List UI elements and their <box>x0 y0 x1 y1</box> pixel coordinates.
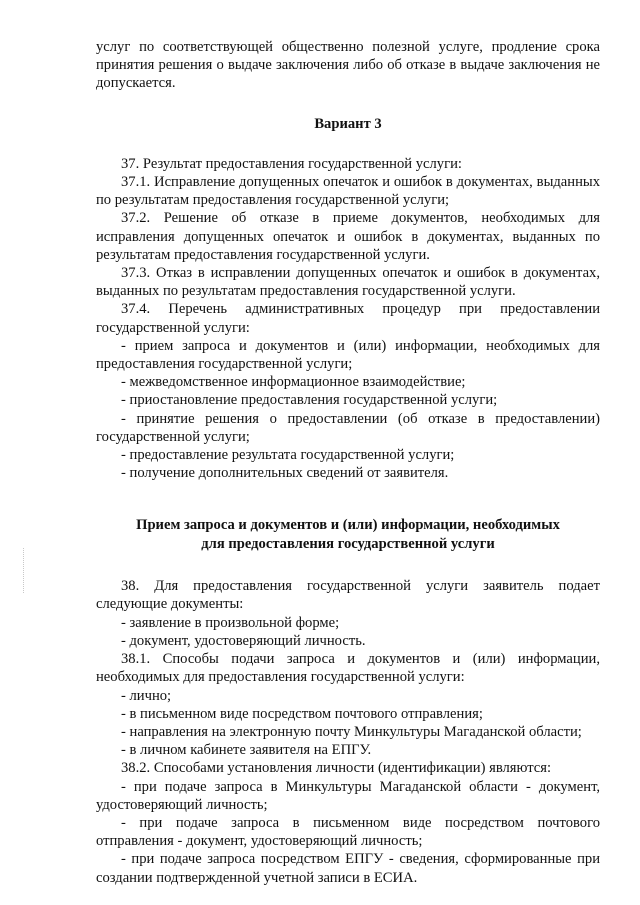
margin-scan-mark <box>23 548 25 593</box>
list-item: - межведомственное информационное взаимодействие; <box>121 374 466 391</box>
paragraph-37: 37. Результат предоставления государственной услуги: <box>121 155 462 172</box>
paragraph-37-4: 37.4. Перечень административных процедур при предоставлении государственной услуги: <box>96 301 600 336</box>
variant-heading: Вариант 3 <box>314 115 382 132</box>
list-item: - в личном кабинете заявителя на ЕПГУ. <box>121 742 372 759</box>
list-item: - предоставление результата государственной услуги; <box>121 447 455 464</box>
top-paragraph: услуг по соответствующей общественно полезной услуге, продление срока принятия решения о выдаче заключения либо об отказе в выдаче заключения не допускается. <box>96 39 600 92</box>
list-item: - при подаче запроса в письменном виде посредством почтового отправления - документ, удостоверяющий личность; <box>96 814 600 850</box>
section-heading-line-2: для предоставления государственной услуги <box>201 535 495 552</box>
paragraph-37-3: 37.3. Отказ в исправлении допущенных опечаток и ошибок в документах, выданных по результатам предоставления государственной услуги. <box>96 265 600 300</box>
list-item: - прием запроса и документов и (или) информации, необходимых для предоставления государственной услуги; <box>96 337 600 373</box>
list-item: - заявление в произвольной форме; <box>121 614 340 631</box>
list-item: - направления на электронную почту Минкультуры Магаданской области; <box>121 723 582 740</box>
list-item: - при подаче запроса в Минкультуры Магаданской области - документ, удостоверяющий личность; <box>96 778 600 813</box>
paragraph-38-1: 38.1. Способы подачи запроса и документов и (или) информации, необходимых для предоставления государственной услуги: <box>96 651 600 686</box>
list-item: - принятие решения о предоставлении (об отказе в предоставлении) государственной услуги; <box>96 410 600 445</box>
paragraph-38: 38. Для предоставления государственной услуги заявитель подает следующие документы: <box>96 578 600 613</box>
paragraph-37-1: 37.1. Исправление допущенных опечаток и ошибок в документах, выданных по результатам предоставления государственной услуги; <box>96 174 600 209</box>
section-heading <box>96 516 600 553</box>
section-heading-line-1: Прием запроса и документов и (или) информации, необходимых <box>136 517 560 534</box>
list-item: - приостановление предоставления государственной услуги; <box>121 392 498 409</box>
list-item: - лично; <box>121 687 172 704</box>
list-item: - документ, удостоверяющий личность. <box>121 632 366 649</box>
paragraph-38-2: 38.2. Способами установления личности (идентификации) являются: <box>121 760 552 777</box>
list-item: - при подаче запроса посредством ЕПГУ - сведения, сформированные при создании подтвержденной учетной записи в ЕСИА. <box>96 851 600 886</box>
document-page <box>96 38 600 887</box>
paragraph-37-2: 37.2. Решение об отказе в приеме документов, необходимых для исправления допущенных опечаток и ошибок в документах, выданных по результатам предоставления государственной услуги. <box>96 210 600 263</box>
list-item: - в письменном виде посредством почтового отправления; <box>121 705 483 722</box>
list-item: - получение дополнительных сведений от заявителя. <box>121 465 449 482</box>
